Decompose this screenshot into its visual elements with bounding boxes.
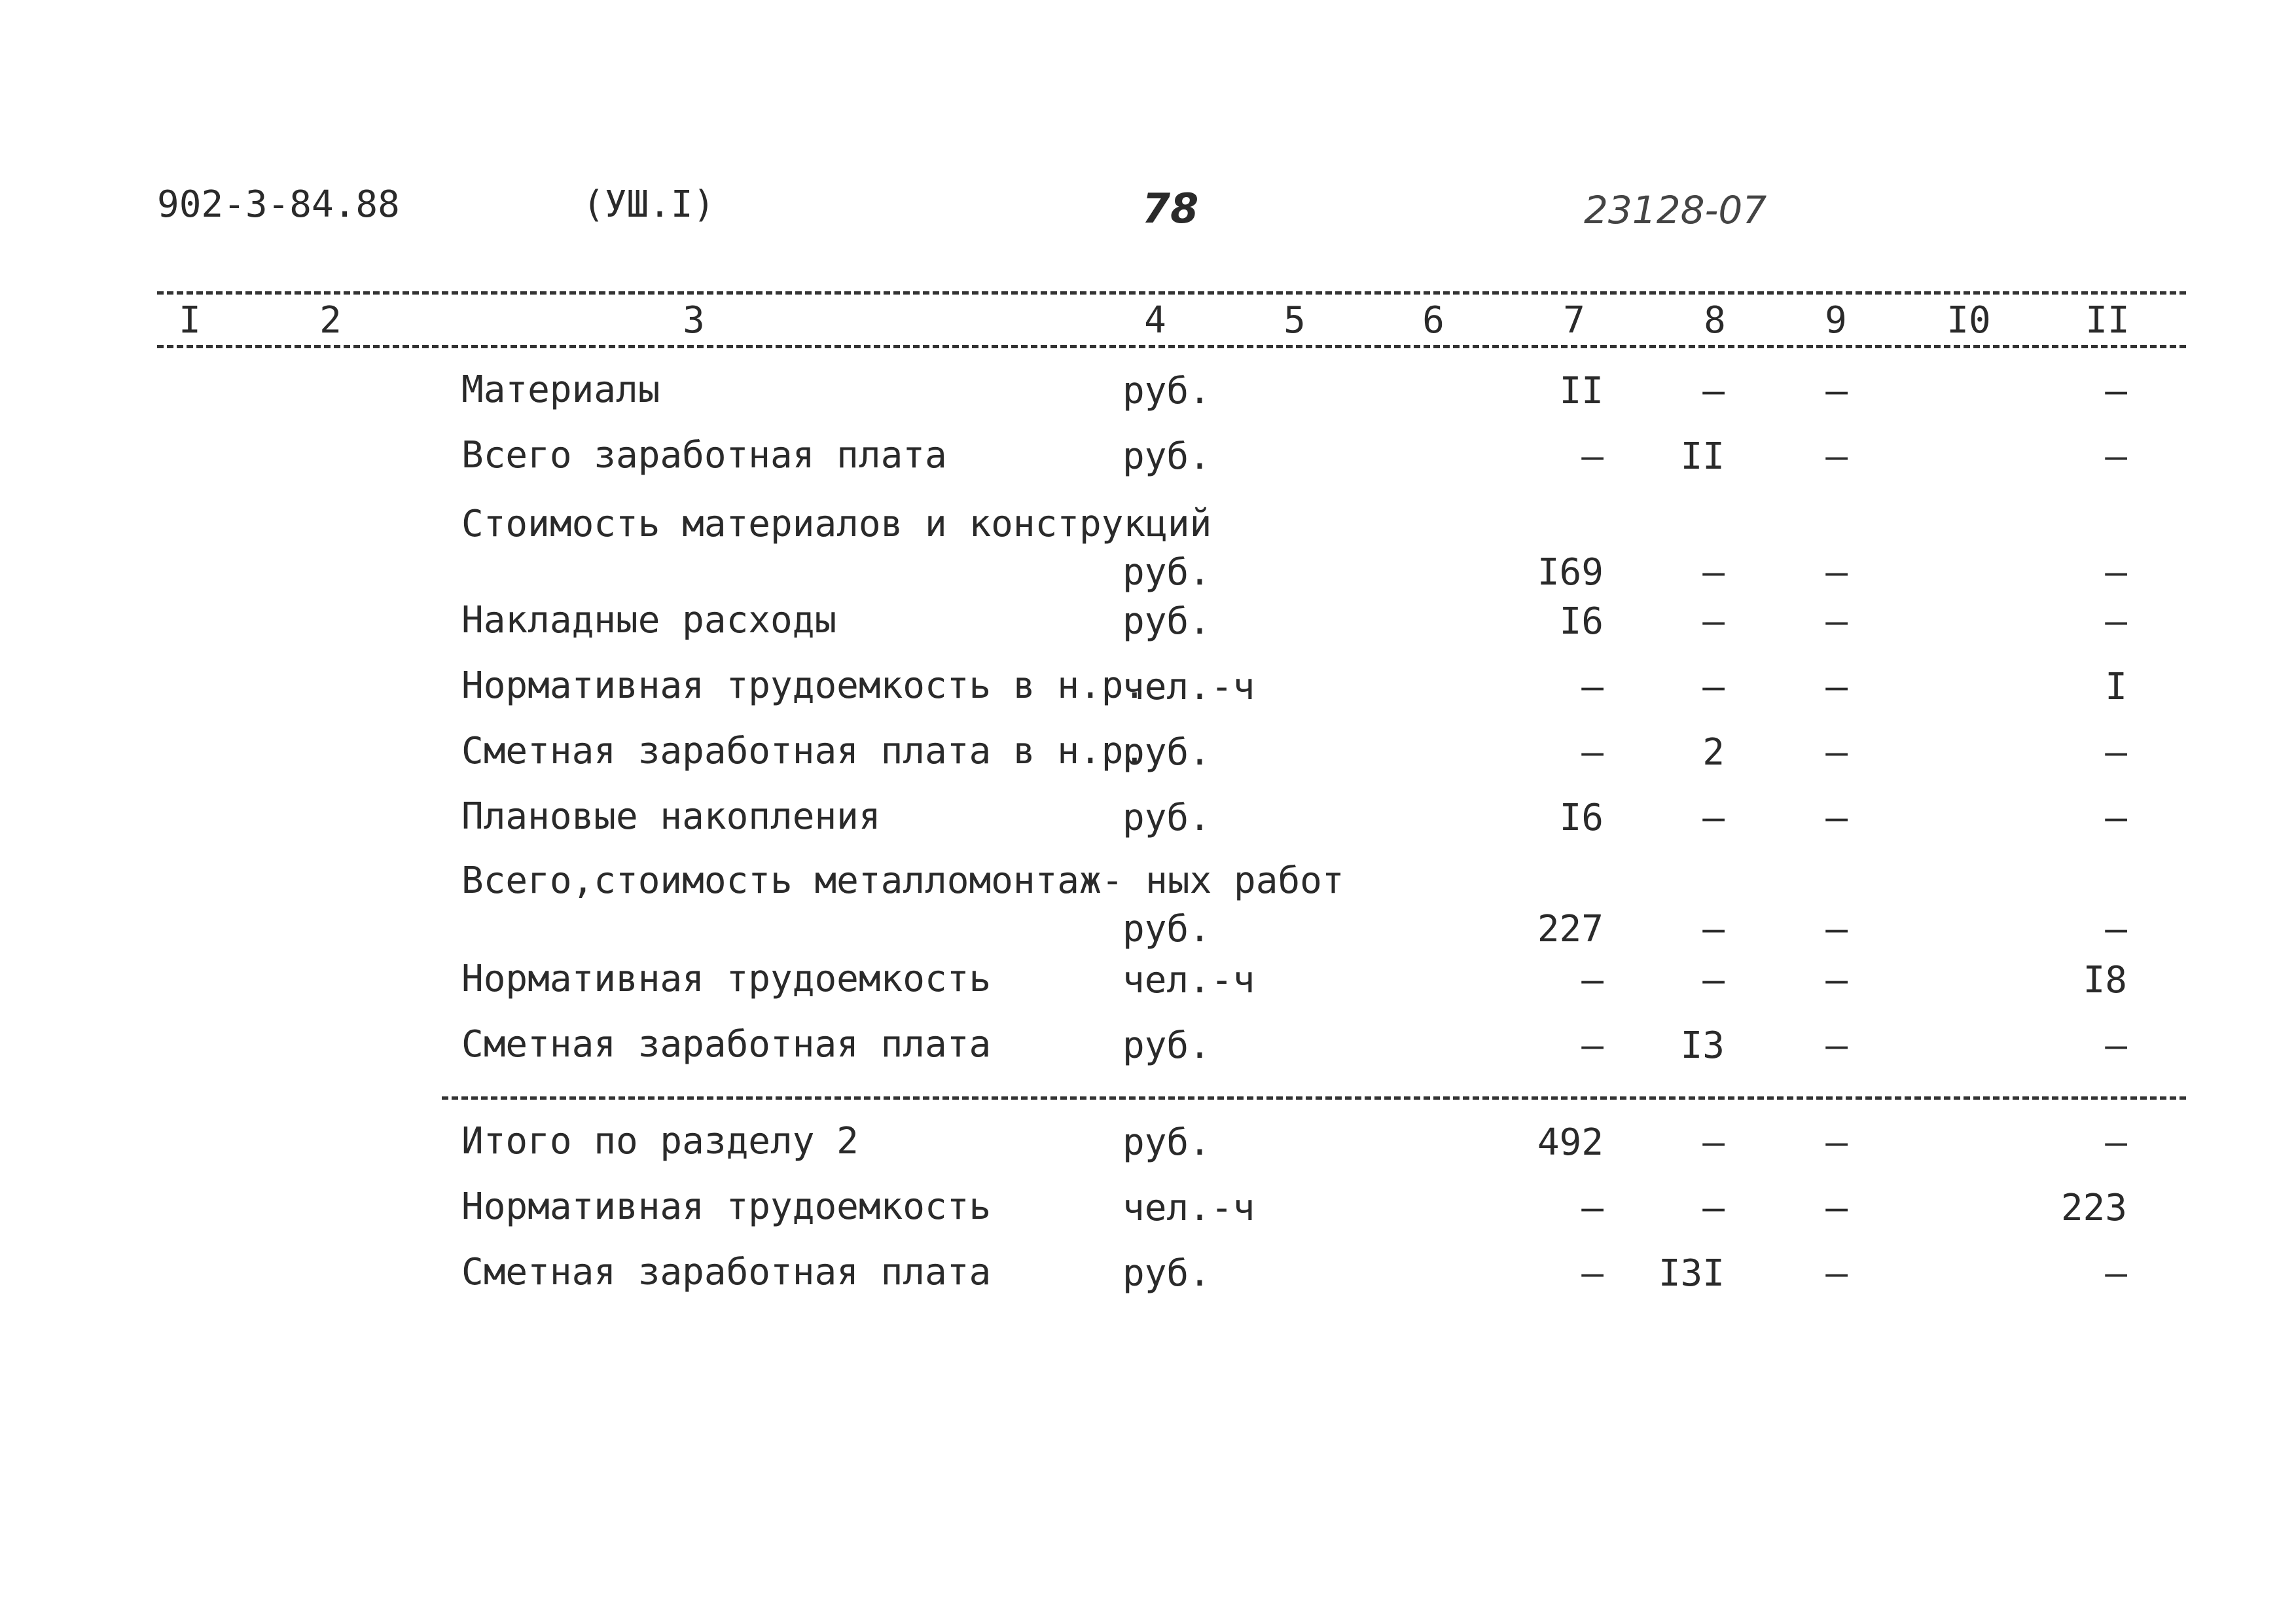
row-unit: руб. — [1122, 731, 1211, 774]
row-col-7: 492 — [1537, 1121, 1604, 1164]
row-col-11: – — [2105, 908, 2127, 950]
row-col-9: – — [1825, 797, 1848, 839]
row-col-7: I6 — [1559, 797, 1604, 839]
row-description: Нормативная трудоемкость — [461, 1185, 992, 1228]
row-col-9: – — [1825, 908, 1848, 950]
row-col-11: – — [2105, 551, 2127, 594]
row-col-9: – — [1825, 1024, 1848, 1067]
row-unit: руб. — [1122, 370, 1211, 412]
row-col-9: – — [1825, 551, 1848, 594]
row-unit: руб. — [1122, 435, 1211, 478]
row-col-11: 223 — [2060, 1187, 2127, 1229]
document-code: 902-3-84.88 — [157, 183, 400, 226]
row-col-9: – — [1825, 666, 1848, 708]
row-col-8: – — [1702, 666, 1725, 708]
row-col-7: I69 — [1537, 551, 1604, 594]
row-description: Материалы — [461, 369, 660, 411]
row-col-11: I8 — [2083, 959, 2127, 1001]
row-col-7: – — [1581, 1024, 1604, 1067]
row-col-7: – — [1581, 1252, 1604, 1295]
row-unit: руб. — [1122, 908, 1211, 950]
row-description: Накладные расходы — [461, 599, 837, 641]
row-col-7: – — [1581, 959, 1604, 1001]
row-col-9: – — [1825, 370, 1848, 412]
row-col-11: – — [2105, 370, 2127, 412]
column-header-3: 3 — [683, 299, 705, 342]
row-description: Всего заработная плата — [461, 434, 947, 477]
row-unit: руб. — [1122, 1024, 1211, 1067]
row-col-8: – — [1702, 600, 1725, 643]
row-col-7: 227 — [1537, 908, 1604, 950]
row-description: Плановые накопления — [461, 795, 881, 838]
row-col-7: I6 — [1559, 600, 1604, 643]
column-header-10: I0 — [1946, 299, 1991, 342]
row-col-7: – — [1581, 435, 1604, 478]
row-col-8: 2 — [1702, 731, 1725, 774]
row-col-11: I — [2105, 666, 2127, 708]
row-col-7: – — [1581, 666, 1604, 708]
row-col-8: – — [1702, 1187, 1725, 1229]
row-col-8: I3I — [1658, 1252, 1725, 1295]
row-unit: руб. — [1122, 551, 1211, 594]
row-col-7: – — [1581, 1187, 1604, 1229]
row-col-9: – — [1825, 600, 1848, 643]
row-col-7: – — [1581, 731, 1604, 774]
row-col-11: – — [2105, 731, 2127, 774]
row-col-11: – — [2105, 797, 2127, 839]
column-header-8: 8 — [1704, 299, 1726, 342]
row-col-8: – — [1702, 1121, 1725, 1164]
row-description: Нормативная трудоемкость — [461, 958, 992, 1000]
row-unit: руб. — [1122, 797, 1211, 839]
row-unit: руб. — [1122, 600, 1211, 643]
column-header-1: I — [179, 299, 201, 342]
row-col-11: – — [2105, 600, 2127, 643]
row-unit: руб. — [1122, 1252, 1211, 1295]
row-description: Сметная заработная плата в н.р. — [461, 730, 1146, 772]
row-col-9: – — [1825, 435, 1848, 478]
row-col-9: – — [1825, 731, 1848, 774]
column-header-5: 5 — [1283, 299, 1306, 342]
column-header-4: 4 — [1144, 299, 1166, 342]
column-header-11: II — [2085, 299, 2130, 342]
row-col-8: – — [1702, 797, 1725, 839]
row-col-8: – — [1702, 908, 1725, 950]
row-col-8: I3 — [1680, 1024, 1725, 1067]
row-col-8: – — [1702, 959, 1725, 1001]
column-header-9: 9 — [1825, 299, 1847, 342]
row-unit: чел.-ч — [1122, 959, 1255, 1001]
column-header-2: 2 — [319, 299, 342, 342]
row-unit: чел.-ч — [1122, 1187, 1255, 1229]
row-col-9: – — [1825, 1121, 1848, 1164]
row-col-9: – — [1825, 1252, 1848, 1295]
row-col-7: II — [1559, 370, 1604, 412]
row-col-9: – — [1825, 959, 1848, 1001]
header-top-rule — [157, 291, 2186, 295]
inventory-number: 23128-07 — [1584, 188, 1767, 232]
row-col-11: – — [2105, 1252, 2127, 1295]
row-description: Итого по разделу 2 — [461, 1120, 859, 1163]
section-label: (УШ.I) — [583, 183, 715, 226]
header-bottom-rule — [157, 345, 2186, 348]
row-description: Сметная заработная плата — [461, 1251, 992, 1293]
row-col-11: – — [2105, 1121, 2127, 1164]
row-unit: чел.-ч — [1122, 666, 1255, 708]
row-col-9: – — [1825, 1187, 1848, 1229]
row-col-8: – — [1702, 551, 1725, 594]
row-col-11: – — [2105, 435, 2127, 478]
page-number: 78 — [1142, 185, 1199, 232]
row-description: Сметная заработная плата — [461, 1023, 992, 1066]
row-col-11: – — [2105, 1024, 2127, 1067]
column-header-6: 6 — [1422, 299, 1444, 342]
column-header-7: 7 — [1563, 299, 1585, 342]
row-description: Всего,стоимость металломонтаж- ных работ — [461, 859, 1344, 902]
row-col-8: II — [1680, 435, 1725, 478]
row-col-8: – — [1702, 370, 1725, 412]
row-description: Нормативная трудоемкость в н.р. — [461, 664, 1146, 707]
row-unit: руб. — [1122, 1121, 1211, 1164]
row-description: Стоимость материалов и конструкций — [461, 503, 1212, 545]
totals-separator — [442, 1096, 2186, 1100]
